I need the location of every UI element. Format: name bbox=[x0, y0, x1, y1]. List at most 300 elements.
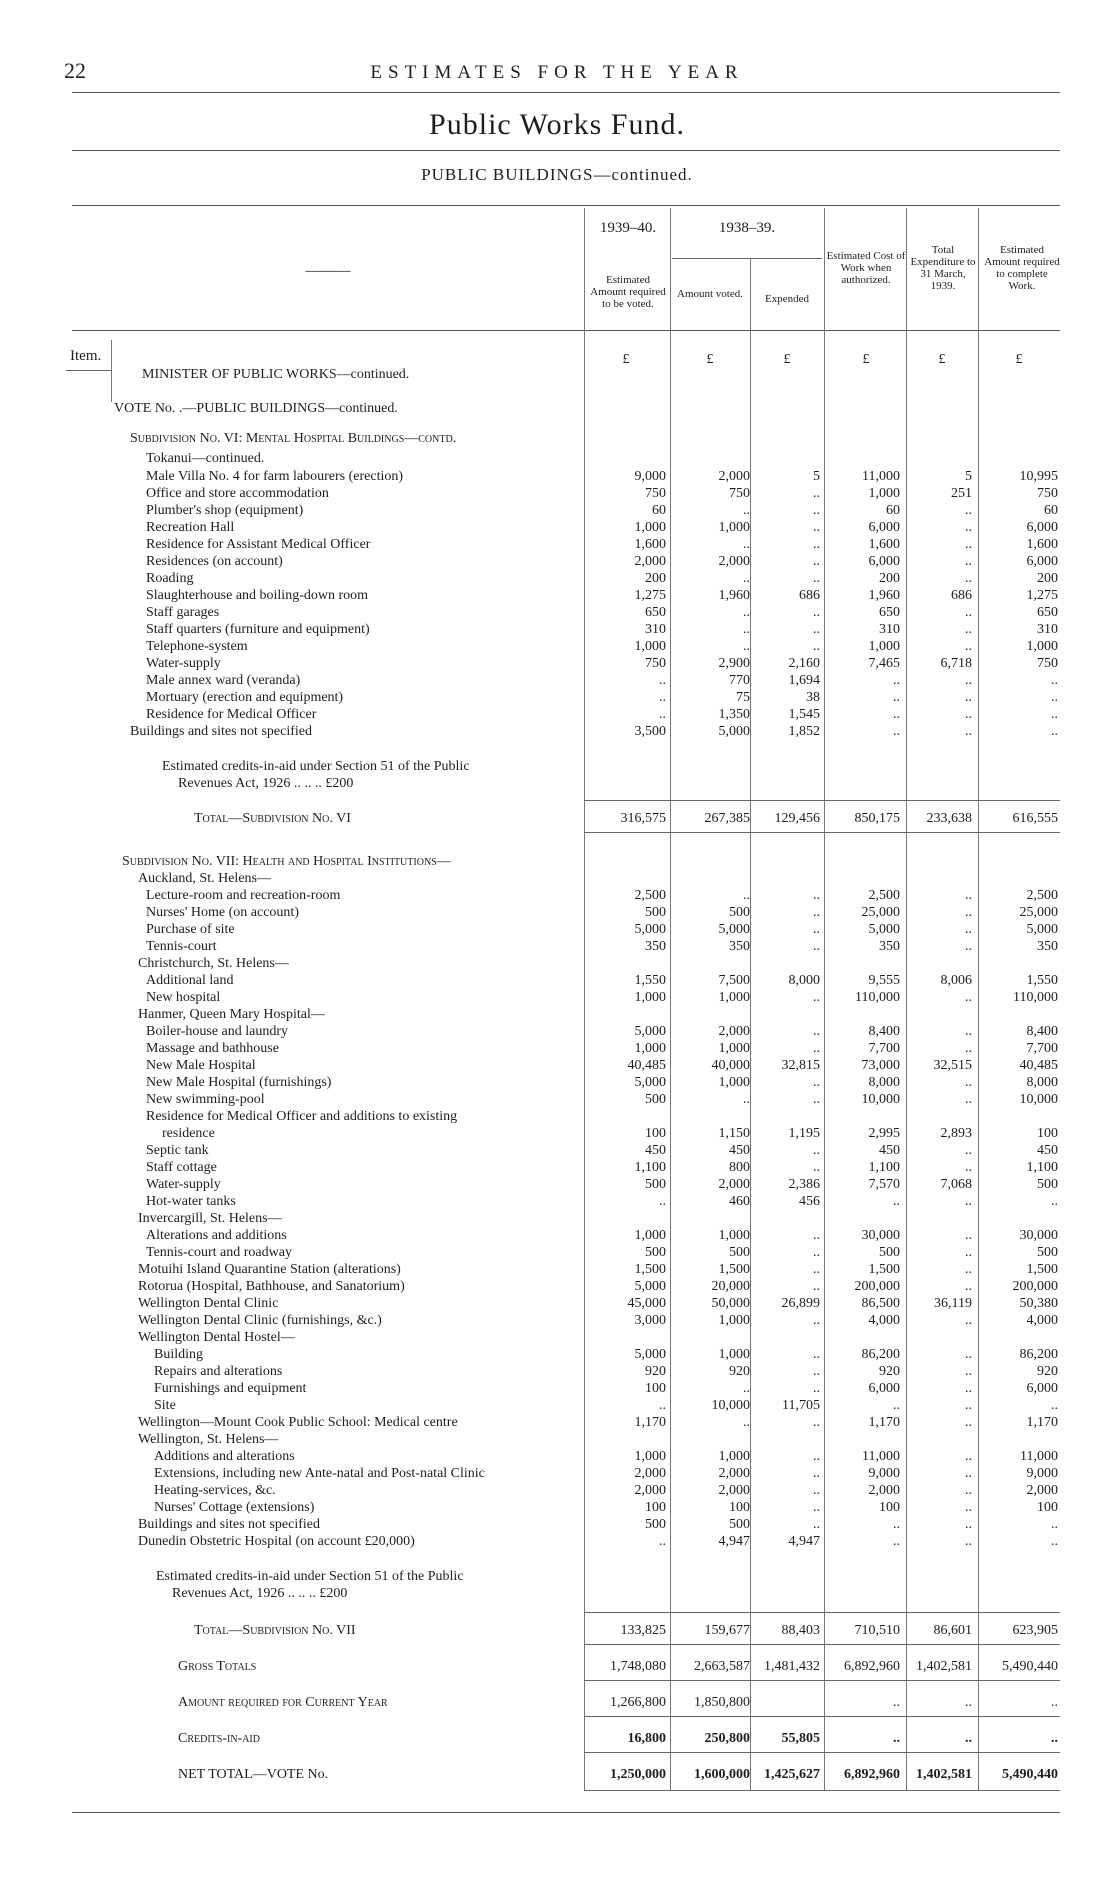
row-value: 1,600,000 bbox=[694, 1767, 750, 1782]
rule-title bbox=[72, 150, 1060, 151]
row-value: 1,550 bbox=[1026, 973, 1058, 988]
row-value: 5,000 bbox=[718, 922, 750, 937]
table-row bbox=[0, 1380, 1114, 1397]
total-rule bbox=[584, 1644, 1060, 1645]
row-value: 5 bbox=[965, 469, 972, 484]
row-label: Revenues Act, 1926 .. .. .. £200 bbox=[178, 776, 354, 791]
row-value: 1,500 bbox=[634, 1262, 666, 1277]
row-value: .. bbox=[965, 1449, 972, 1464]
row-value: 500 bbox=[729, 905, 750, 920]
table-heading-row bbox=[0, 775, 1114, 792]
row-value: .. bbox=[659, 707, 666, 722]
row-value: 623,905 bbox=[1012, 1623, 1058, 1638]
row-value: 2,000 bbox=[718, 1483, 750, 1498]
row-value: .. bbox=[965, 1245, 972, 1260]
row-value: 2,000 bbox=[718, 1024, 750, 1039]
row-label: Extensions, including new Ante-natal and Post-natal Clinic bbox=[154, 1466, 485, 1481]
row-value: 1,852 bbox=[788, 724, 820, 739]
row-value: 86,500 bbox=[861, 1296, 900, 1311]
row-label: Office and store accommodation bbox=[146, 486, 329, 501]
table-row bbox=[0, 1482, 1114, 1499]
table-row bbox=[0, 1448, 1114, 1465]
row-value: .. bbox=[743, 622, 750, 637]
table-row bbox=[0, 1023, 1114, 1040]
row-value: 26,899 bbox=[781, 1296, 820, 1311]
row-label: Amount required for Current Year bbox=[178, 1695, 388, 1710]
row-value: 16,800 bbox=[627, 1731, 666, 1746]
row-value: .. bbox=[965, 1160, 972, 1175]
row-label: VOTE No. .—PUBLIC BUILDINGS—continued. bbox=[114, 401, 398, 416]
row-value: 10,000 bbox=[861, 1092, 900, 1107]
row-value: 1,000 bbox=[718, 520, 750, 535]
row-label: Nurses' Cottage (extensions) bbox=[154, 1500, 315, 1515]
table-row bbox=[0, 1363, 1114, 1380]
row-value: 2,663,587 bbox=[694, 1659, 750, 1674]
row-value: 310 bbox=[1037, 622, 1058, 637]
row-value: .. bbox=[965, 1364, 972, 1379]
row-value: 1,850,800 bbox=[694, 1695, 750, 1710]
row-value: 1,748,080 bbox=[610, 1659, 666, 1674]
row-value: .. bbox=[813, 503, 820, 518]
row-value: 450 bbox=[1037, 1143, 1058, 1158]
table-row bbox=[0, 723, 1114, 740]
row-value: 1,100 bbox=[868, 1160, 900, 1175]
total-rule bbox=[584, 832, 1060, 833]
row-value: 55,805 bbox=[781, 1731, 820, 1746]
row-value: 50,000 bbox=[711, 1296, 750, 1311]
row-value: 9,000 bbox=[868, 1466, 900, 1481]
row-value: 650 bbox=[645, 605, 666, 620]
row-value: .. bbox=[965, 1534, 972, 1549]
table-row bbox=[0, 638, 1114, 655]
table-row bbox=[0, 1193, 1114, 1210]
row-value: .. bbox=[813, 1449, 820, 1464]
row-value: .. bbox=[965, 905, 972, 920]
row-value: 350 bbox=[1037, 939, 1058, 954]
row-value: .. bbox=[813, 922, 820, 937]
header-total-exp: Total Expenditure to 31 March, 1939. bbox=[910, 244, 976, 292]
header-amount-voted: Amount voted. bbox=[677, 288, 743, 300]
row-value: 86,200 bbox=[861, 1347, 900, 1362]
row-label: Furnishings and equipment bbox=[154, 1381, 307, 1396]
row-value: 30,000 bbox=[1019, 1228, 1058, 1243]
row-label: Christchurch, St. Helens— bbox=[138, 956, 289, 971]
row-value: .. bbox=[1051, 724, 1058, 739]
item-label: Item. bbox=[70, 348, 102, 364]
row-value: 1,275 bbox=[634, 588, 666, 603]
table-heading-row bbox=[0, 450, 1114, 467]
row-label: Hot-water tanks bbox=[146, 1194, 236, 1209]
row-value: .. bbox=[813, 1381, 820, 1396]
row-value: 100 bbox=[729, 1500, 750, 1515]
row-value: 8,400 bbox=[868, 1024, 900, 1039]
table-heading-row bbox=[0, 1568, 1114, 1585]
row-label: Wellington, St. Helens— bbox=[138, 1432, 279, 1447]
row-value: 6,000 bbox=[868, 1381, 900, 1396]
row-value: .. bbox=[1051, 1517, 1058, 1532]
row-value: 1,150 bbox=[718, 1126, 750, 1141]
header-est-complete: Estimated Amount required to complete Work. bbox=[984, 244, 1060, 292]
table-heading-row bbox=[0, 1329, 1114, 1346]
row-value: 6,000 bbox=[1026, 520, 1058, 535]
row-value: .. bbox=[813, 486, 820, 501]
row-value: 2,000 bbox=[634, 1483, 666, 1498]
row-value: .. bbox=[813, 639, 820, 654]
row-value: 800 bbox=[729, 1160, 750, 1175]
row-value: 2,000 bbox=[718, 469, 750, 484]
row-value: 86,200 bbox=[1019, 1347, 1058, 1362]
rule-header-bottom bbox=[72, 330, 1060, 331]
row-value: 686 bbox=[951, 588, 972, 603]
row-value: .. bbox=[1051, 1398, 1058, 1413]
table-row bbox=[0, 1278, 1114, 1295]
row-label: residence bbox=[162, 1126, 215, 1141]
table-row bbox=[0, 1040, 1114, 1057]
row-value: 2,000 bbox=[718, 1466, 750, 1481]
row-value: 1,100 bbox=[634, 1160, 666, 1175]
row-value: .. bbox=[743, 1415, 750, 1430]
row-value: 73,000 bbox=[861, 1058, 900, 1073]
row-value: 5,000 bbox=[718, 724, 750, 739]
row-value: 500 bbox=[645, 1092, 666, 1107]
row-label: Subdivision No. VII: Health and Hospital Institutions— bbox=[122, 854, 451, 869]
row-value: 1,000 bbox=[718, 1313, 750, 1328]
row-value: 1,000 bbox=[718, 1228, 750, 1243]
row-value: 100 bbox=[1037, 1500, 1058, 1515]
table-row bbox=[0, 972, 1114, 989]
row-value: 1,600 bbox=[634, 537, 666, 552]
row-label: Estimated credits-in-aid under Section 51 of the Public bbox=[156, 1569, 464, 1584]
row-value: 1,170 bbox=[868, 1415, 900, 1430]
row-value: .. bbox=[743, 639, 750, 654]
row-value: 2,000 bbox=[1026, 1483, 1058, 1498]
row-label: Mortuary (erection and equipment) bbox=[146, 690, 344, 705]
table-heading-row bbox=[0, 758, 1114, 775]
table-row bbox=[0, 587, 1114, 604]
row-value: .. bbox=[813, 1143, 820, 1158]
row-value: .. bbox=[659, 1534, 666, 1549]
table-heading-row bbox=[0, 1108, 1114, 1125]
row-label: Nurses' Home (on account) bbox=[146, 905, 299, 920]
row-value: .. bbox=[965, 1415, 972, 1430]
row-label: Wellington Dental Clinic (furnishings, &c.) bbox=[138, 1313, 382, 1328]
row-value: .. bbox=[965, 1313, 972, 1328]
table-heading-row bbox=[0, 1210, 1114, 1227]
row-value: 129,456 bbox=[774, 811, 820, 826]
row-label: Buildings and sites not specified bbox=[138, 1517, 320, 1532]
row-value: 11,000 bbox=[1020, 1449, 1058, 1464]
row-label: Rotorua (Hospital, Bathhouse, and Sanatorium) bbox=[138, 1279, 405, 1294]
row-value: 200,000 bbox=[1012, 1279, 1058, 1294]
row-value: 200 bbox=[879, 571, 900, 586]
row-value: 1,500 bbox=[1026, 1262, 1058, 1277]
row-value: 5,490,440 bbox=[1002, 1767, 1058, 1782]
row-value: .. bbox=[965, 503, 972, 518]
row-value: 1,100 bbox=[1026, 1160, 1058, 1175]
row-value: 686 bbox=[799, 588, 820, 603]
row-value: .. bbox=[813, 1041, 820, 1056]
row-value: 1,000 bbox=[718, 1449, 750, 1464]
row-label: Staff garages bbox=[146, 605, 220, 620]
row-value: 2,900 bbox=[718, 656, 750, 671]
row-value: .. bbox=[813, 1483, 820, 1498]
row-value: 1,000 bbox=[634, 1228, 666, 1243]
row-value: 10,000 bbox=[711, 1398, 750, 1413]
row-value: 1,000 bbox=[634, 520, 666, 535]
row-label: New hospital bbox=[146, 990, 221, 1005]
table-row bbox=[0, 468, 1114, 485]
row-label: New Male Hospital bbox=[146, 1058, 256, 1073]
row-label: Estimated credits-in-aid under Section 51 of the Public bbox=[162, 759, 470, 774]
row-value: 88,403 bbox=[781, 1623, 820, 1638]
row-label: New Male Hospital (furnishings) bbox=[146, 1075, 332, 1090]
row-value: 2,386 bbox=[788, 1177, 820, 1192]
row-value: 4,000 bbox=[1026, 1313, 1058, 1328]
row-value: 110,000 bbox=[855, 990, 900, 1005]
row-value: 251 bbox=[951, 486, 972, 501]
row-value: 100 bbox=[645, 1381, 666, 1396]
row-value: 500 bbox=[729, 1517, 750, 1532]
row-value: 11,000 bbox=[862, 1449, 900, 1464]
table-heading-row bbox=[0, 955, 1114, 972]
table-heading-row bbox=[0, 1006, 1114, 1023]
row-value: 850,175 bbox=[854, 811, 900, 826]
pound-sign: £ bbox=[1015, 352, 1023, 367]
row-value: .. bbox=[893, 1534, 900, 1549]
row-value: 7,700 bbox=[868, 1041, 900, 1056]
row-value: 7,500 bbox=[718, 973, 750, 988]
row-label: Recreation Hall bbox=[146, 520, 235, 535]
row-value: 25,000 bbox=[1019, 905, 1058, 920]
table-row bbox=[0, 553, 1114, 570]
row-value: 9,555 bbox=[868, 973, 900, 988]
row-label: Tennis-court and roadway bbox=[146, 1245, 292, 1260]
row-value: .. bbox=[1051, 1731, 1058, 1746]
fund-title: Public Works Fund. bbox=[429, 108, 685, 141]
row-label: Motuihi Island Quarantine Station (alterations) bbox=[138, 1262, 401, 1277]
row-value: .. bbox=[813, 605, 820, 620]
row-value: 32,515 bbox=[933, 1058, 972, 1073]
total-rule bbox=[584, 1716, 1060, 1717]
table-heading-row bbox=[0, 400, 1114, 417]
row-value: 8,000 bbox=[1026, 1075, 1058, 1090]
row-value: .. bbox=[813, 520, 820, 535]
row-value: 1,000 bbox=[718, 1347, 750, 1362]
row-value: 5,000 bbox=[634, 1279, 666, 1294]
row-value: 1,250,000 bbox=[610, 1767, 666, 1782]
total-rule bbox=[584, 1752, 1060, 1753]
row-value: 1,000 bbox=[718, 1041, 750, 1056]
row-value: 1,402,581 bbox=[916, 1659, 972, 1674]
pound-sign: £ bbox=[862, 352, 870, 367]
row-label: Revenues Act, 1926 .. .. .. £200 bbox=[172, 1586, 348, 1601]
row-value: .. bbox=[965, 690, 972, 705]
row-value: 6,892,960 bbox=[844, 1659, 900, 1674]
row-label: Septic tank bbox=[146, 1143, 209, 1158]
table-row bbox=[0, 1159, 1114, 1176]
row-value: 60 bbox=[886, 503, 900, 518]
row-label: Residences (on account) bbox=[146, 554, 283, 569]
row-value: 750 bbox=[729, 486, 750, 501]
row-value: 1,000 bbox=[868, 486, 900, 501]
row-label: Total—Subdivision No. VI bbox=[194, 811, 351, 826]
row-value: 2,893 bbox=[940, 1126, 972, 1141]
table-row bbox=[0, 921, 1114, 938]
row-value: 50,380 bbox=[1019, 1296, 1058, 1311]
row-value: 5,490,440 bbox=[1002, 1659, 1058, 1674]
row-label: Buildings and sites not specified bbox=[130, 724, 312, 739]
row-value: 100 bbox=[645, 1500, 666, 1515]
row-value: 1,350 bbox=[718, 707, 750, 722]
row-value: 1,550 bbox=[634, 973, 666, 988]
table-heading-row bbox=[0, 870, 1114, 887]
row-label: Additional land bbox=[146, 973, 234, 988]
table-row bbox=[0, 1261, 1114, 1278]
row-value: .. bbox=[965, 1024, 972, 1039]
table-total-row bbox=[0, 1622, 1114, 1639]
row-label: Tokanui—continued. bbox=[146, 451, 265, 466]
row-value: .. bbox=[659, 690, 666, 705]
row-value: 750 bbox=[1037, 656, 1058, 671]
row-value: 2,000 bbox=[718, 1177, 750, 1192]
pound-sign: £ bbox=[938, 352, 946, 367]
row-value: 500 bbox=[1037, 1245, 1058, 1260]
row-value: 500 bbox=[645, 905, 666, 920]
row-label: Site bbox=[154, 1398, 176, 1413]
row-value: .. bbox=[743, 537, 750, 552]
total-rule bbox=[584, 1612, 1060, 1613]
row-label: Alterations and additions bbox=[146, 1228, 287, 1243]
row-label: Wellington Dental Hostel— bbox=[138, 1330, 295, 1345]
row-label: New swimming-pool bbox=[146, 1092, 265, 1107]
row-value: .. bbox=[813, 1092, 820, 1107]
table-row bbox=[0, 1125, 1114, 1142]
row-value: 75 bbox=[736, 690, 750, 705]
row-label: Residence for Medical Officer and additions to existing bbox=[146, 1109, 458, 1124]
row-label: MINISTER OF PUBLIC WORKS—continued. bbox=[142, 367, 410, 382]
table-row bbox=[0, 621, 1114, 638]
table-row bbox=[0, 1176, 1114, 1193]
row-value: 6,000 bbox=[868, 554, 900, 569]
row-value: 316,575 bbox=[620, 811, 666, 826]
row-value: 350 bbox=[645, 939, 666, 954]
row-value: .. bbox=[813, 537, 820, 552]
table-row bbox=[0, 485, 1114, 502]
row-label: Heating-services, &c. bbox=[154, 1483, 276, 1498]
table-total-row bbox=[0, 810, 1114, 827]
row-value: 7,570 bbox=[868, 1177, 900, 1192]
row-value: 133,825 bbox=[620, 1623, 666, 1638]
row-value: 1,275 bbox=[1026, 588, 1058, 603]
table-row bbox=[0, 1142, 1114, 1159]
row-value: .. bbox=[813, 905, 820, 920]
row-value: 5,000 bbox=[1026, 922, 1058, 937]
row-value: .. bbox=[813, 1347, 820, 1362]
row-value: 36,119 bbox=[934, 1296, 972, 1311]
row-label: Slaughterhouse and boiling-down room bbox=[146, 588, 369, 603]
row-value: .. bbox=[965, 1517, 972, 1532]
row-value: 500 bbox=[645, 1245, 666, 1260]
row-value: .. bbox=[1051, 673, 1058, 688]
row-value: 1,500 bbox=[718, 1262, 750, 1277]
row-value: 5,000 bbox=[634, 1024, 666, 1039]
row-value: .. bbox=[965, 922, 972, 937]
row-value: .. bbox=[965, 1483, 972, 1498]
row-value: 200 bbox=[645, 571, 666, 586]
row-label: Staff quarters (furniture and equipment) bbox=[146, 622, 370, 637]
running-head: ESTIMATES FOR THE YEAR bbox=[370, 62, 744, 83]
table-row bbox=[0, 1499, 1114, 1516]
row-label: Roading bbox=[146, 571, 194, 586]
row-label: Wellington Dental Clinic bbox=[138, 1296, 279, 1311]
table-row bbox=[0, 570, 1114, 587]
row-value: .. bbox=[965, 1143, 972, 1158]
table-row bbox=[0, 1346, 1114, 1363]
row-value: .. bbox=[893, 1517, 900, 1532]
row-value: 310 bbox=[879, 622, 900, 637]
row-value: .. bbox=[813, 1500, 820, 1515]
row-value: .. bbox=[965, 520, 972, 535]
row-value: 5,000 bbox=[634, 922, 666, 937]
row-value: .. bbox=[965, 1228, 972, 1243]
row-value: 1,545 bbox=[788, 707, 820, 722]
row-value: 11,000 bbox=[862, 469, 900, 484]
row-value: .. bbox=[659, 673, 666, 688]
row-label: Plumber's shop (equipment) bbox=[146, 503, 304, 518]
page-number: 22 bbox=[64, 58, 86, 83]
row-value: 8,006 bbox=[940, 973, 972, 988]
row-label: Repairs and alterations bbox=[154, 1364, 283, 1379]
row-value: 2,000 bbox=[634, 1466, 666, 1481]
row-value: 2,500 bbox=[634, 888, 666, 903]
row-label: Credits-in-aid bbox=[178, 1731, 260, 1746]
row-value: .. bbox=[813, 1313, 820, 1328]
row-value: .. bbox=[965, 1279, 972, 1294]
row-value: 6,000 bbox=[1026, 1381, 1058, 1396]
row-value: .. bbox=[1051, 1194, 1058, 1209]
row-value: 2,000 bbox=[868, 1483, 900, 1498]
row-value: .. bbox=[813, 1279, 820, 1294]
row-value: 5 bbox=[813, 469, 820, 484]
row-label: Wellington—Mount Cook Public School: Medical centre bbox=[138, 1415, 458, 1430]
row-value: 1,170 bbox=[1026, 1415, 1058, 1430]
table-row bbox=[0, 1074, 1114, 1091]
row-value: 60 bbox=[652, 503, 666, 518]
row-value: .. bbox=[965, 537, 972, 552]
row-label: Tennis-court bbox=[146, 939, 217, 954]
row-value: .. bbox=[813, 1517, 820, 1532]
table-row bbox=[0, 887, 1114, 904]
table-row bbox=[0, 689, 1114, 706]
table-row bbox=[0, 604, 1114, 621]
row-value: 2,160 bbox=[788, 656, 820, 671]
row-value: .. bbox=[813, 1262, 820, 1277]
rule-header-top bbox=[72, 205, 1060, 206]
row-value: .. bbox=[965, 1695, 972, 1710]
row-value: .. bbox=[743, 605, 750, 620]
table-row bbox=[0, 904, 1114, 921]
header-dash: ——— bbox=[305, 263, 351, 279]
row-value: 40,000 bbox=[711, 1058, 750, 1073]
header-divider-1938 bbox=[672, 258, 822, 259]
row-value: 5,000 bbox=[868, 922, 900, 937]
row-value: .. bbox=[965, 605, 972, 620]
table-row bbox=[0, 1465, 1114, 1482]
row-value: 9,000 bbox=[634, 469, 666, 484]
row-value: .. bbox=[813, 1024, 820, 1039]
row-value: 8,000 bbox=[868, 1075, 900, 1090]
row-value: 32,815 bbox=[781, 1058, 820, 1073]
